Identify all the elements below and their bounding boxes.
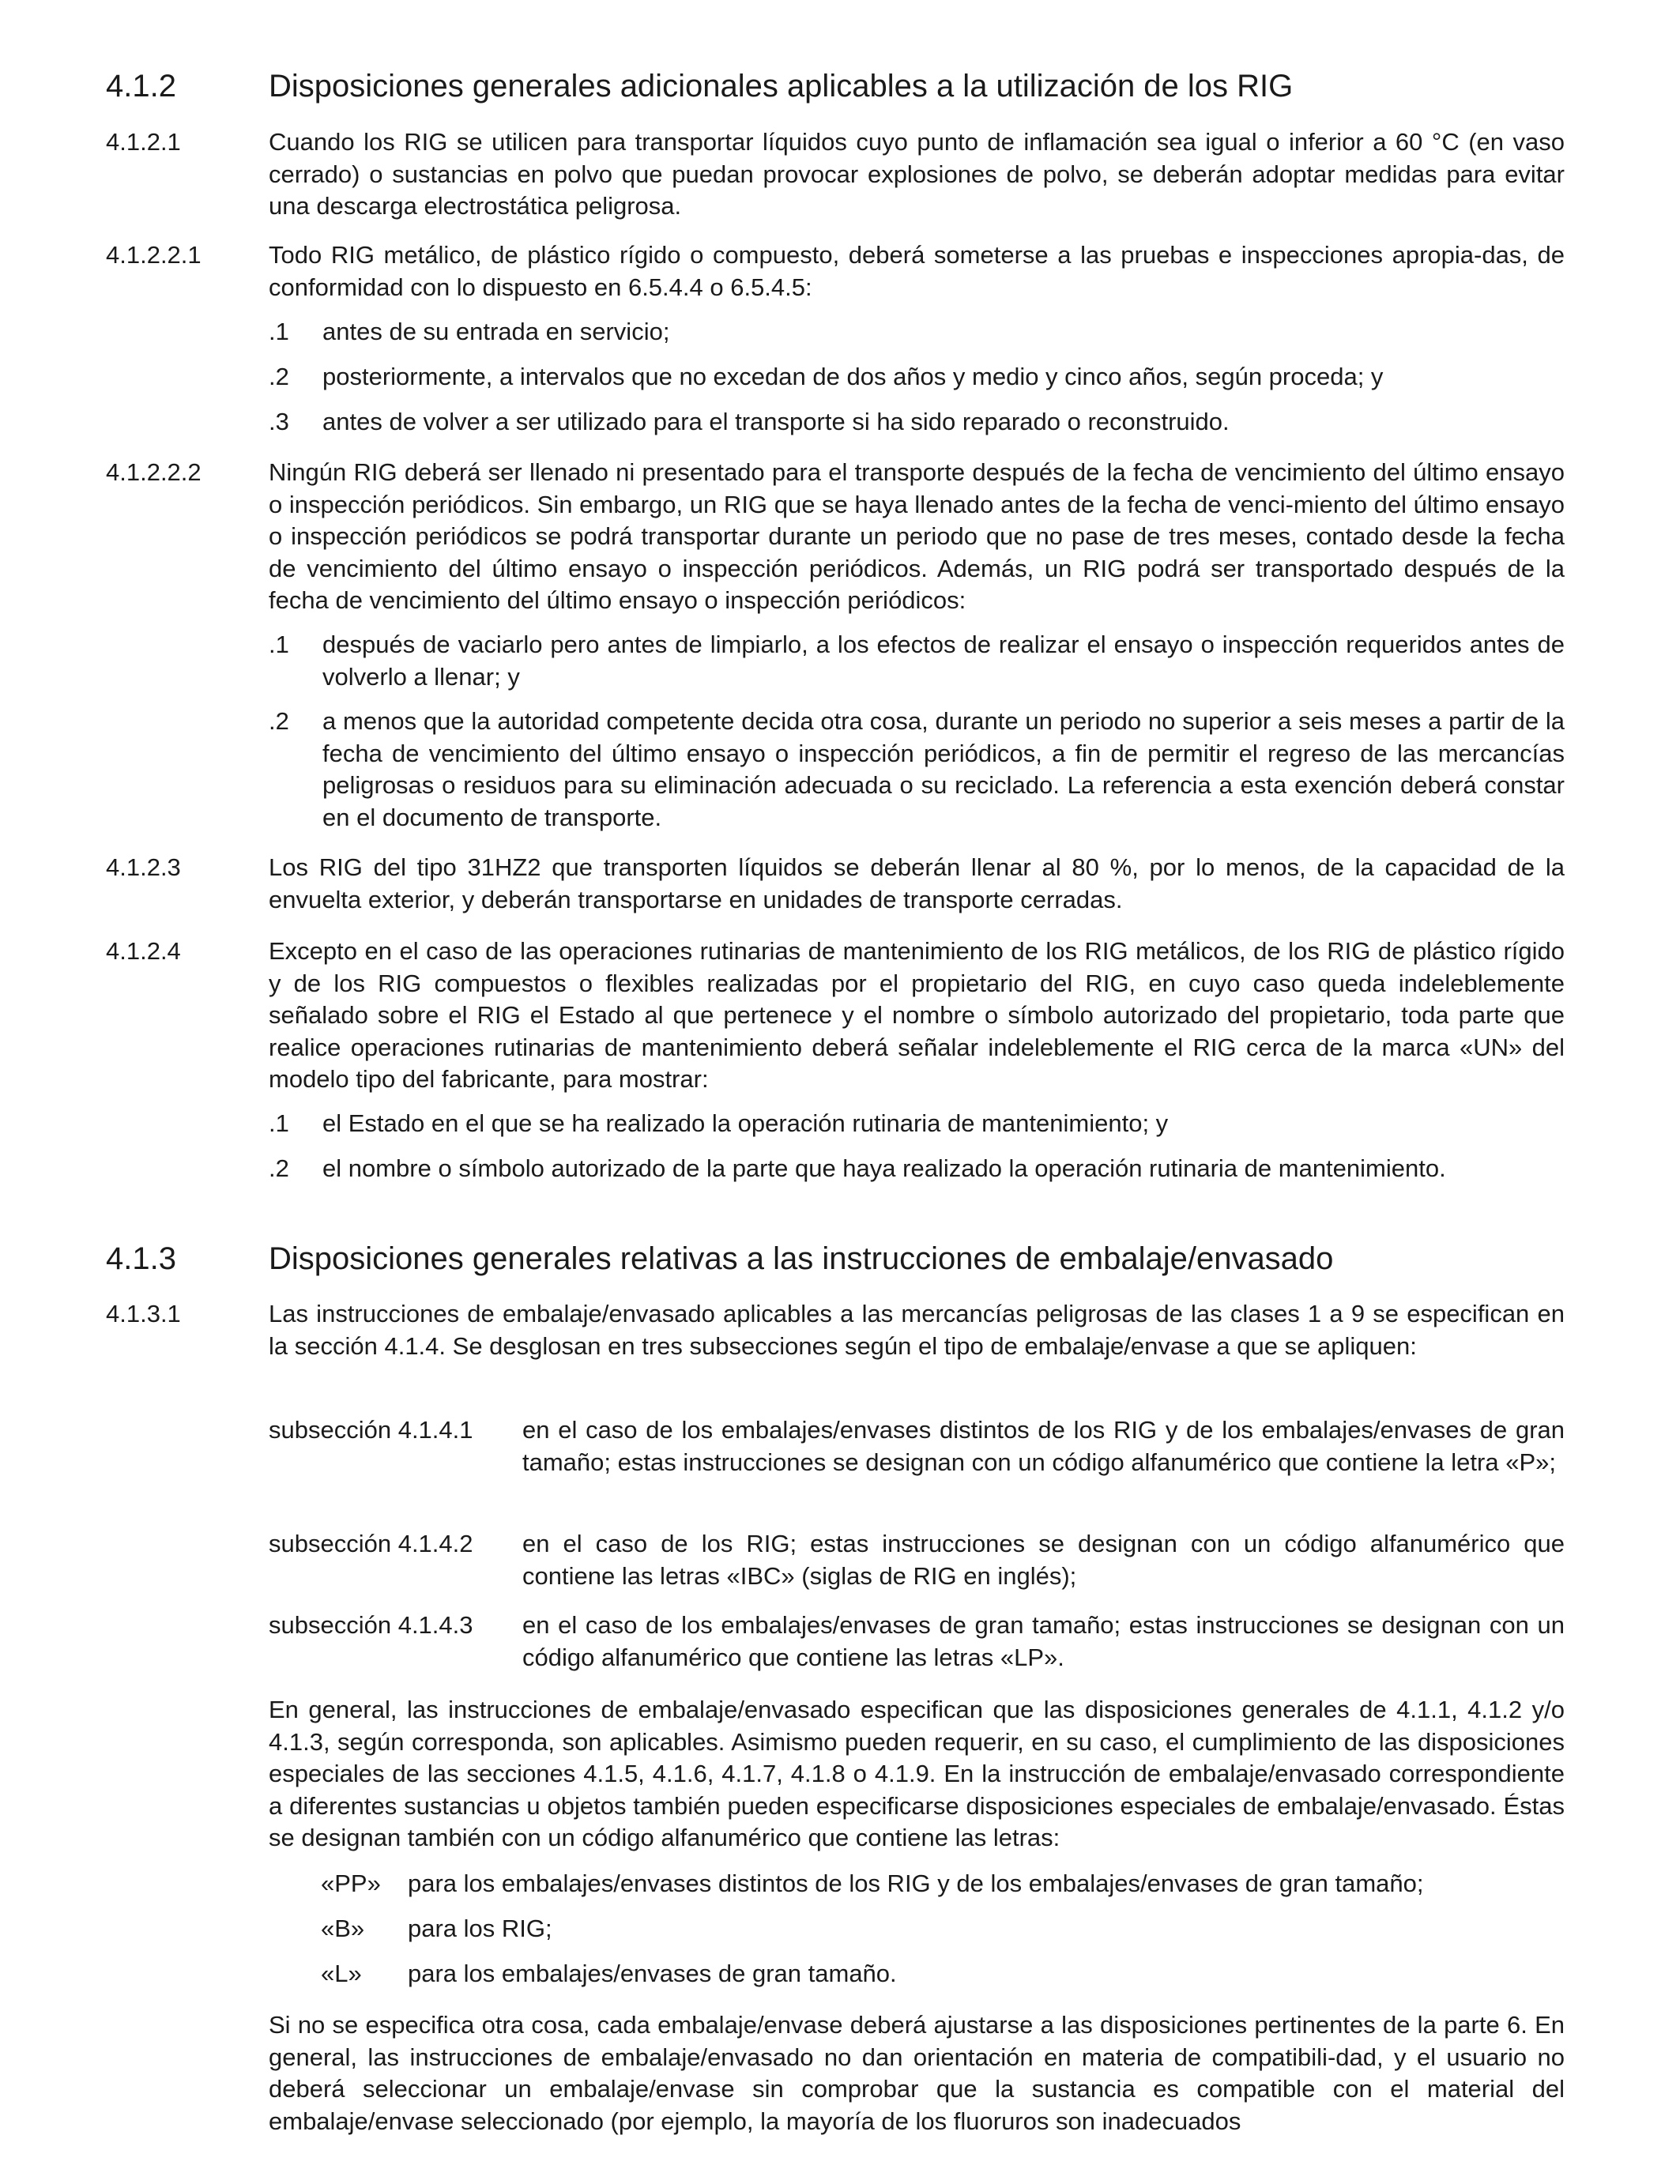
- paragraph-text: Ningún RIG deberá ser llenado ni presentado para el transporte después de la fecha de vencimiento del último ensayo o inspección periódicos. Sin embargo, un RIG que se haya llenado antes de la fecha de venci-miento del último ensayo o inspección periódicos se podrá transportar durante un periodo que no pase de tres meses, contado desde la fecha de vencimiento del último ensayo o inspección periódicos. Además, un RIG podrá ser transportado después de la fecha de vencimiento del último ensayo o inspección periódicos:: [269, 458, 1565, 614]
- list-item-text: después de vaciarlo pero antes de limpiarlo, a los efectos de realizar el ensayo o inspección requeridos antes de volverlo a llenar; y: [322, 631, 1565, 691]
- list-item-text: posteriormente, a intervalos que no excedan de dos años y medio y cinco años, según proceda; y: [322, 363, 1384, 390]
- list-item-text: antes de su entrada en servicio;: [322, 318, 670, 345]
- list-item-number: .2: [269, 707, 289, 735]
- paragraph-4-1-3-1: [106, 1298, 1565, 1362]
- paragraph-number: 4.1.2.2.2: [106, 458, 202, 486]
- paragraph-number: 4.1.2.1: [106, 128, 181, 156]
- paragraph-4-1-2-2-2: [106, 457, 1565, 617]
- list-item-number: .2: [269, 1154, 289, 1182]
- paragraph-text: Las instrucciones de embalaje/envasado aplicables a las mercancías peligrosas de las clases 1 a 9 se especifican en la sección 4.1.4. Se desglosan en tres subsecciones según el tipo de embalaje/envase a que se apliquen:: [269, 1300, 1565, 1360]
- subsection-label: subsección 4.1.4.2: [269, 1530, 473, 1557]
- list-item: [269, 361, 1565, 393]
- paragraph-text: Todo RIG metálico, de plástico rígido o compuesto, deberá someterse a las pruebas e inspecciones apropia-das, de conformidad con lo dispuesto en 6.5.4.4 o 6.5.4.5:: [269, 241, 1565, 301]
- code-entry: [321, 1868, 1565, 1900]
- subsection-label: subsección 4.1.4.1: [269, 1416, 473, 1444]
- code-text: para los embalajes/envases distintos de los RIG y de los embalajes/envases de gran tamaño;: [408, 1870, 1424, 1897]
- paragraph-4-1-2-4: [106, 936, 1565, 1096]
- code-text: para los embalajes/envases de gran tamaño.: [408, 1960, 897, 1987]
- subsection-entry: [269, 1414, 1565, 1478]
- subsection-label: subsección 4.1.4.3: [269, 1611, 473, 1639]
- section-number: 4.1.3: [106, 1241, 176, 1276]
- section-title: Disposiciones generales adicionales aplicables a la utilización de los RIG: [269, 69, 1294, 104]
- list-item-text: el Estado en el que se ha realizado la operación rutinaria de mantenimiento; y: [322, 1109, 1169, 1137]
- paragraph-4-1-2-1: [106, 126, 1565, 223]
- paragraph-text: Los RIG del tipo 31HZ2 que transporten líquidos se deberán llenar al 80 %, por lo menos, de la capacidad de la envuelta exterior, y deberán transportarse en unidades de transporte cerradas.: [269, 853, 1565, 913]
- list-item-number: .1: [269, 1109, 289, 1137]
- list-item-number: .1: [269, 318, 289, 345]
- list-item: [269, 406, 1565, 439]
- list-item: [269, 629, 1565, 693]
- subsection-text: en el caso de los RIG; estas instrucciones se designan con un código alfanumérico que contiene las letras «IBC» (siglas de RIG en inglés);: [522, 1530, 1565, 1590]
- paragraph-4-1-2-3: [106, 852, 1565, 916]
- general-paragraph: En general, las instrucciones de embalaje/envasado especifican que las disposiciones generales de 4.1.1, 4.1.2 y/o 4.1.3, según corresponda, son aplicables. Asimismo pueden requerir, en su caso, el cumplimiento de las disposiciones especiales de las secciones 4.1.5, 4.1.6, 4.1.7, 4.1.8 o 4.1.9. En la instrucción de embalaje/envasado correspondiente a diferentes sustancias u objetos también pueden especificarse disposiciones especiales de embalaje/envasado. Éstas se designan también con un código alfanumérico que contiene las letras:: [269, 1696, 1565, 1851]
- list-item: [269, 706, 1565, 834]
- subsection-text: en el caso de los embalajes/envases distintos de los RIG y de los embalajes/envases de gran tamaño; estas instrucciones se designan con un código alfanumérico que contiene la letra «P»;: [522, 1416, 1565, 1476]
- paragraph-number: 4.1.3.1: [106, 1300, 181, 1327]
- subsection-text: en el caso de los embalajes/envases de gran tamaño; estas instrucciones se designan con un código alfanumérico que contiene las letras «LP».: [522, 1611, 1565, 1671]
- code-label: «PP»: [321, 1870, 381, 1897]
- list-item-text: el nombre o símbolo autorizado de la parte que haya realizado la operación rutinaria de mantenimiento.: [322, 1154, 1446, 1182]
- list-item: [269, 316, 1565, 348]
- paragraph-4-1-2-2-1: [106, 239, 1565, 303]
- list-item: [269, 1108, 1565, 1140]
- code-label: «L»: [321, 1960, 362, 1987]
- code-entry: [321, 1913, 1565, 1945]
- list-item-text: a menos que la autoridad competente decida otra cosa, durante un periodo no superior a seis meses a partir de la fecha de vencimiento del último ensayo o inspección periódicos, a fin de permitir el regreso de las mercancías peligrosas o residuos para su eliminación adecuada o su reciclado. La referencia a esta exención deberá constar en el documento de transporte.: [322, 707, 1565, 831]
- code-label: «B»: [321, 1915, 365, 1942]
- paragraph-text: Excepto en el caso de las operaciones rutinarias de mantenimiento de los RIG metálicos, de los RIG de plástico rígido y de los RIG compuestos o flexibles realizadas por el propietario del RIG, en cuyo caso queda indeleblemente señalado sobre el RIG el Estado al que pertenece y el nombre o símbolo autorizado del propietario, toda parte que realice operaciones rutinarias de mantenimiento deberá señalar indeleblemente el RIG cerca de la marca «UN» del modelo tipo del fabricante, para mostrar:: [269, 937, 1565, 1093]
- paragraph-text: Cuando los RIG se utilicen para transportar líquidos cuyo punto de inflamación sea igual o inferior a 60 °C (en vaso cerrado) o sustancias en polvo que puedan provocar explosiones de polvo, se deberán adoptar medidas para evitar una descarga electrostática peligrosa.: [269, 128, 1565, 220]
- code-entry: [321, 1958, 1565, 1990]
- closing-paragraph: Si no se especifica otra cosa, cada embalaje/envase deberá ajustarse a las disposiciones pertinentes de la parte 6. En general, las instrucciones de embalaje/envasado no dan orientación en materia de compatibili-dad, y el usuario no deberá seleccionar un embalaje/envase sin comprobar que la sustancia es compatible con el material del embalaje/envase seleccionado (por ejemplo, la mayoría de los fluoruros son inadecuados: [269, 2011, 1565, 2135]
- list-item: [269, 1153, 1565, 1185]
- code-text: para los RIG;: [408, 1915, 552, 1942]
- subsection-entry: [269, 1610, 1565, 1674]
- paragraph-number: 4.1.2.2.1: [106, 241, 202, 269]
- subsection-entry: [269, 1528, 1565, 1592]
- list-item-number: .2: [269, 363, 289, 390]
- list-item-text: antes de volver a ser utilizado para el transporte si ha sido reparado o reconstruido.: [322, 408, 1230, 435]
- list-item-number: .1: [269, 631, 289, 658]
- section-number: 4.1.2: [106, 69, 176, 104]
- list-item-number: .3: [269, 408, 289, 435]
- section-title: Disposiciones generales relativas a las instrucciones de embalaje/envasado: [269, 1241, 1334, 1276]
- paragraph-number: 4.1.2.3: [106, 853, 181, 881]
- paragraph-number: 4.1.2.4: [106, 937, 181, 965]
